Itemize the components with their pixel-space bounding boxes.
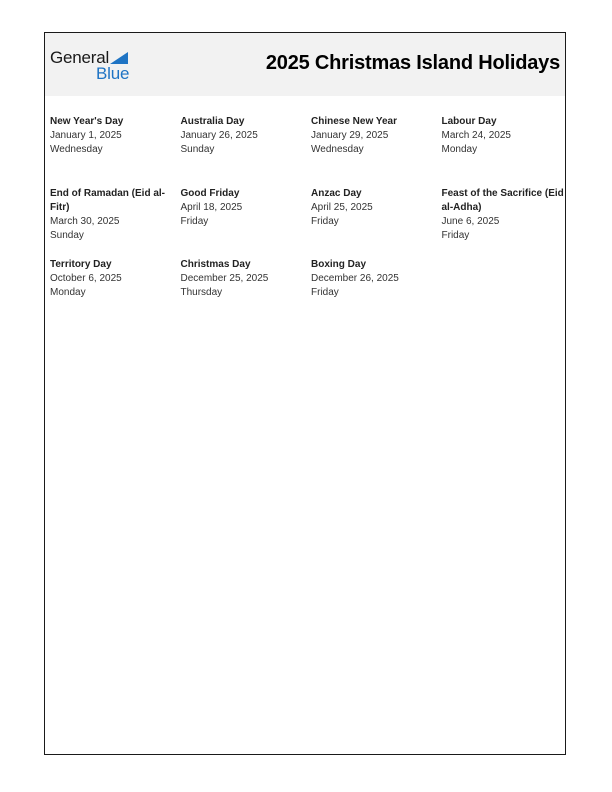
- holiday-weekday: Wednesday: [311, 144, 364, 155]
- holiday-date: December 26, 2025: [311, 273, 399, 284]
- holiday-weekday: Sunday: [50, 230, 84, 241]
- holiday-date: March 24, 2025: [441, 130, 511, 141]
- holiday-name: Labour Day: [441, 116, 497, 127]
- holiday-name: Anzac Day: [311, 188, 362, 199]
- holiday-name: Christmas Day: [180, 259, 251, 270]
- holiday-item: [311, 187, 435, 229]
- holiday-item: [311, 115, 435, 157]
- holiday-date: April 25, 2025: [311, 202, 373, 213]
- holiday-date: December 25, 2025: [180, 273, 269, 284]
- logo-blue-text: Blue: [96, 64, 130, 83]
- holiday-date: April 18, 2025: [180, 202, 243, 213]
- page-frame: [44, 32, 566, 755]
- holiday-name: Good Friday: [180, 188, 240, 199]
- holiday-name: Australia Day: [180, 116, 245, 127]
- logo-general-text: General: [50, 48, 110, 67]
- holiday-weekday: Friday: [180, 216, 209, 227]
- holiday-weekday: Friday: [311, 287, 339, 298]
- holiday-weekday: Thursday: [180, 287, 223, 298]
- holiday-name: Boxing Day: [311, 259, 367, 270]
- logo-triangle-icon: [110, 52, 128, 64]
- holiday-date: March 30, 2025: [50, 216, 120, 227]
- holiday-weekday: Sunday: [180, 144, 215, 155]
- holiday-date: June 6, 2025: [441, 216, 500, 227]
- generalblue-logo: [50, 48, 140, 84]
- holiday-item: [50, 258, 174, 300]
- holiday-weekday: Monday: [50, 287, 86, 298]
- holiday-item: [50, 115, 174, 157]
- holiday-date: October 6, 2025: [50, 273, 122, 284]
- holiday-name: Territory Day: [50, 259, 112, 270]
- holiday-name: Feast of the Sacrifice (Eid al-Adha): [441, 188, 564, 213]
- holiday-weekday: Wednesday: [50, 144, 103, 155]
- holiday-item: [181, 115, 305, 157]
- holiday-weekday: Friday: [441, 230, 470, 241]
- holiday-name: Chinese New Year: [311, 116, 397, 127]
- holiday-date: January 29, 2025: [311, 130, 389, 141]
- holiday-item: [442, 115, 566, 157]
- holiday-name: New Year's Day: [50, 116, 124, 127]
- holiday-weekday: Friday: [311, 216, 339, 227]
- holiday-name: End of Ramadan (Eid al-Fitr): [50, 188, 166, 213]
- holiday-date: January 1, 2025: [50, 130, 122, 141]
- holiday-item: [181, 187, 305, 229]
- holiday-item: [181, 258, 305, 300]
- page-title: 2025 Christmas Island Holidays: [265, 52, 560, 74]
- header-band: [45, 33, 565, 96]
- holiday-item: [442, 187, 566, 243]
- holiday-item: [311, 258, 435, 300]
- holiday-weekday: Monday: [441, 144, 478, 155]
- holiday-item: [50, 187, 174, 243]
- holiday-date: January 26, 2025: [180, 130, 258, 141]
